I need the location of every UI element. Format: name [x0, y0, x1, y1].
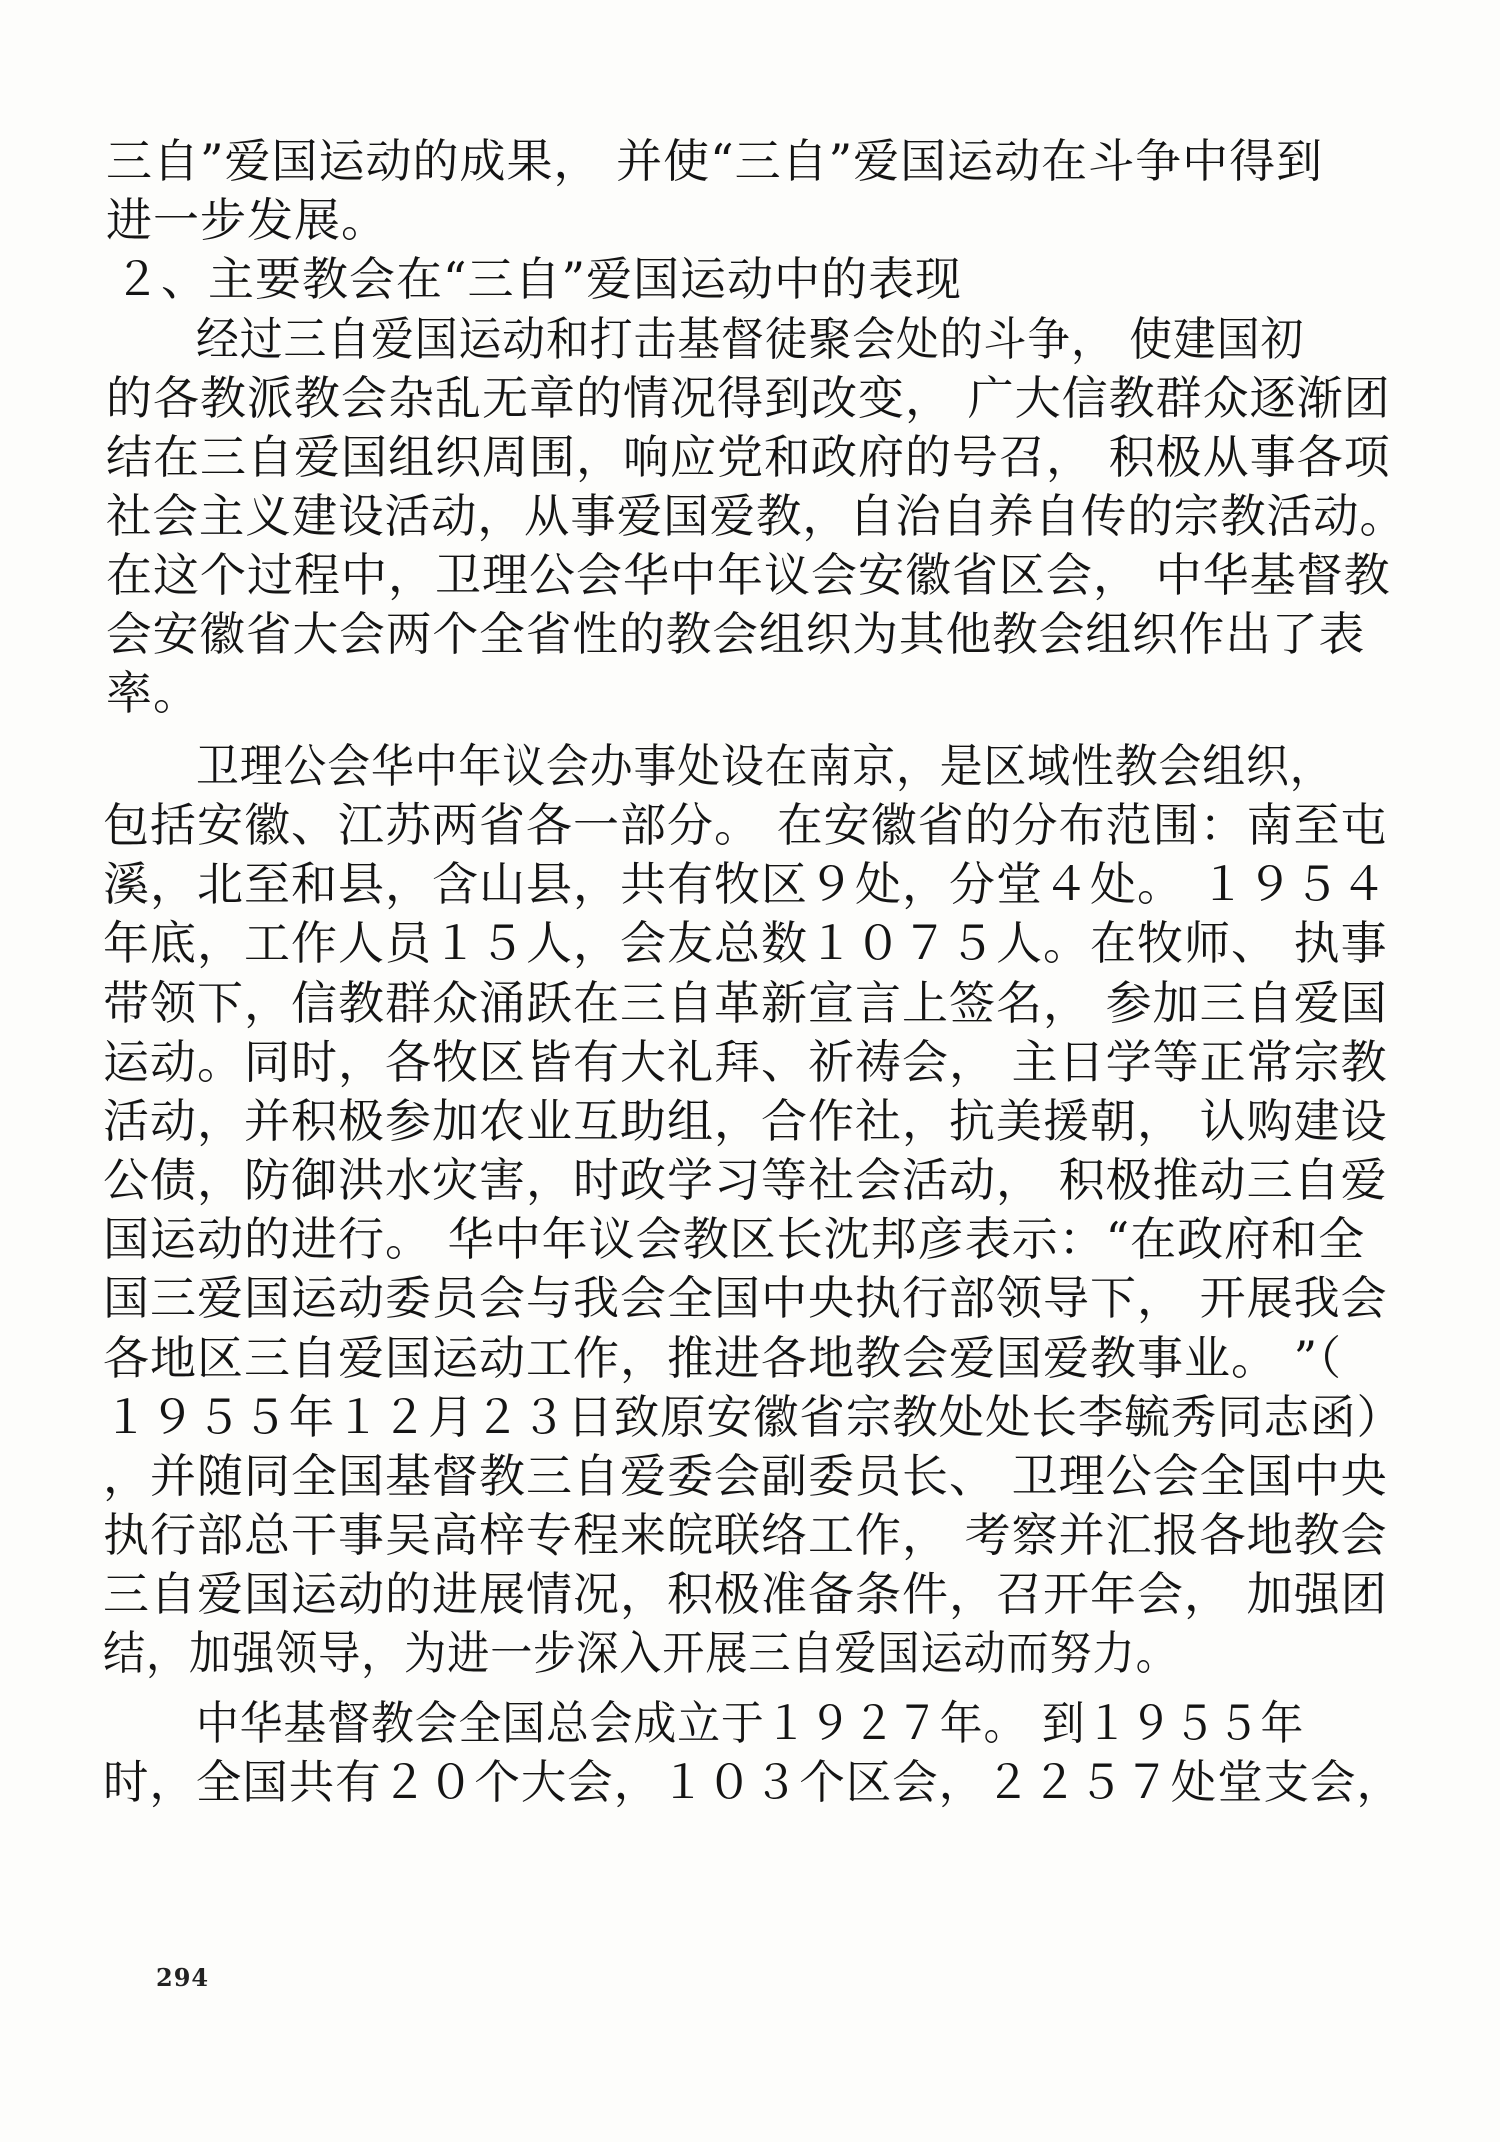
text-line: 结，加强领导，为进一步深入开展三自爱国运动而努力。 — [103, 1626, 1179, 1680]
text-line: 结在三自爱国组织周围，响应党和政府的号召， 积极从事各项 — [106, 430, 1391, 484]
text-line: 公债，防御洪水灾害，时政学习等社会活动， 积极推动三自爱 — [103, 1153, 1388, 1207]
text-line: 包括安徽、江苏两省各一部分。 在安徽省的分布范围：南至屯 — [103, 798, 1388, 852]
text-line: 年底，工作人员１５人，会友总数１０７５人。在牧师、 执事 — [103, 916, 1388, 970]
section-heading: ２、主要教会在“三自”爱国运动中的表现 — [114, 252, 963, 306]
text-line: 溪，北至和县，含山县，共有牧区９处，分堂４处。 １９５４ — [103, 857, 1388, 911]
text-line: 各地区三自爱国运动工作，推进各地教会爱国爱教事业。 ”（ — [103, 1331, 1343, 1385]
text-line: 会安徽省大会两个全省性的教会组织为其他教会组织作出了表 — [106, 607, 1366, 661]
text-line: 的各教派教会杂乱无章的情况得到改变， 广大信教群众逐渐团 — [106, 371, 1391, 425]
page-number: 294 — [156, 1963, 210, 1992]
text-line: 三自”爱国运动的成果， 并使“三自”爱国运动在斗争中得到 — [106, 134, 1324, 188]
text-line: 在这个过程中，卫理公会华中年议会安徽省区会， 中华基督教 — [106, 548, 1391, 602]
text-line: 国三爱国运动委员会与我会全国中央执行部领导下， 开展我会 — [103, 1271, 1388, 1325]
text-line: １９５５年１２月２３日致原安徽省宗教处处长李毓秀同志函） — [103, 1390, 1403, 1444]
paragraph-first-line: 中华基督教会全国总会成立于１９２７年。 到１９５５年 — [196, 1696, 1305, 1750]
text-line: 带领下，信教群众涌跃在三自革新宣言上签名， 参加三自爱国 — [103, 976, 1388, 1030]
text-line: 率。 — [106, 666, 200, 720]
text-line: 执行部总干事吴高梓专程来皖联络工作， 考察并汇报各地教会 — [103, 1508, 1388, 1562]
paragraph-first-line: 卫理公会华中年议会办事处设在南京，是区域性教会组织， — [196, 739, 1334, 793]
text-line: 社会主义建设活动，从事爱国爱教，自治自养自传的宗教活动。 — [106, 489, 1406, 543]
paragraph-first-line: 经过三自爱国运动和打击基督徒聚会处的斗争， 使建国初 — [196, 312, 1305, 366]
text-line: 活动，并积极参加农业互助组，合作社，抗美援朝， 认购建设 — [103, 1094, 1388, 1148]
text-line: 三自爱国运动的进展情况，积极准备条件，召开年会， 加强团 — [103, 1567, 1388, 1621]
text-line: 时，全国共有２０个大会，１０３个区会，２２５７处堂支会， — [103, 1755, 1403, 1809]
text-line: ，并随同全国基督教三自爱委会副委员长、 卫理公会全国中央 — [103, 1449, 1388, 1503]
text-line: 运动。同时，各牧区皆有大礼拜、祈祷会， 主日学等正常宗教 — [103, 1035, 1388, 1089]
text-line: 国运动的进行。 华中年议会教区长沈邦彦表示：“在政府和全 — [103, 1212, 1366, 1266]
text-line: 进一步发展。 — [106, 193, 388, 247]
